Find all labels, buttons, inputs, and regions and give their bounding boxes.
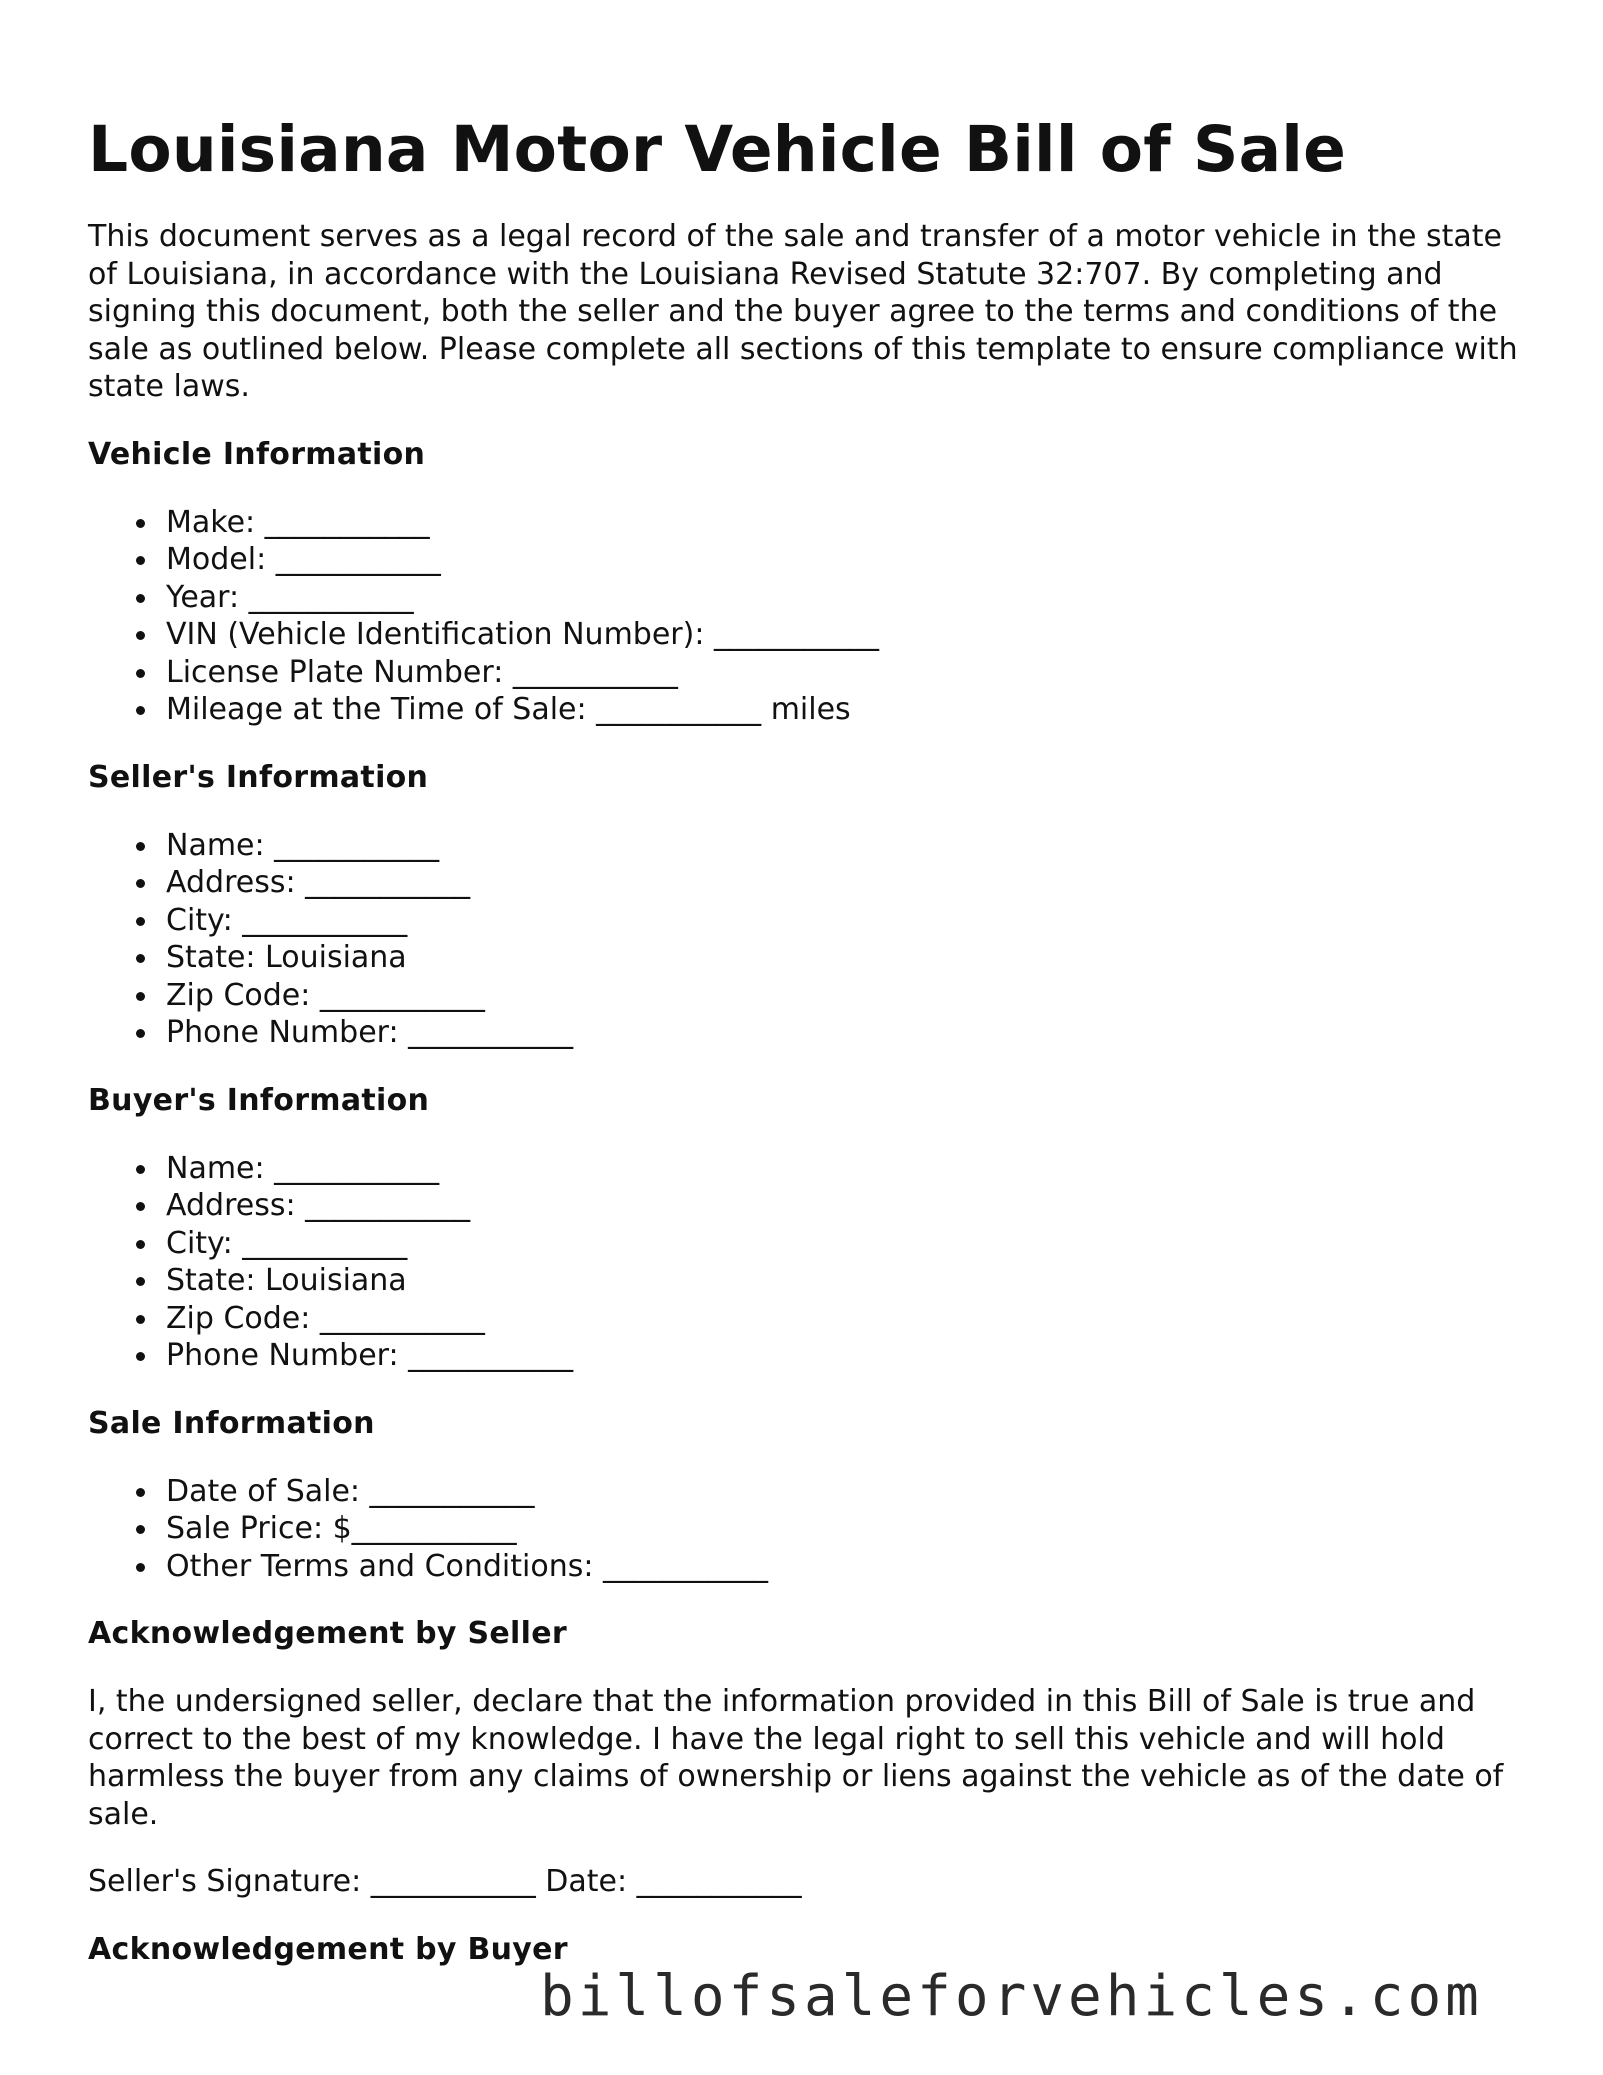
list-item: City: ___________ [166,902,1528,940]
list-item: Zip Code: ___________ [166,1300,1528,1338]
buyer-info-list [88,1150,1528,1375]
seller-signature-line: Seller's Signature: ___________ Date: ___________ [88,1864,802,1899]
list-item: Model: ___________ [166,541,1528,579]
list-item: Mileage at the Time of Sale: ___________ miles [166,691,1528,729]
list-item: Address: ___________ [166,1187,1528,1225]
seller-acknowledgement-text: I, the undersigned seller, declare that the information provided in this Bill of Sale is true and correct to the best of my knowledge. I have the legal right to sell this vehicle and will hold harmless the buyer from any claims of ownership or liens against the vehicle as of the date of sale. [88,1684,1504,1832]
list-item: Name: ___________ [166,1150,1528,1188]
list-item: City: ___________ [166,1225,1528,1263]
watermark: billofsaleforvehicles.com [540,1964,1483,2029]
document-title: Louisiana Motor Vehicle Bill of Sale [88,113,1347,186]
list-item: Address: ___________ [166,864,1528,902]
sale-info-list [88,1473,1528,1586]
list-item: Zip Code: ___________ [166,977,1528,1015]
list-item: Phone Number: ___________ [166,1014,1528,1052]
seller-acknowledgement-heading: Acknowledgement by Seller [88,1616,567,1651]
list-item: State: Louisiana [166,1262,1528,1300]
list-item: Make: ___________ [166,504,1528,542]
list-item: Date of Sale: ___________ [166,1473,1528,1511]
sale-info-heading: Sale Information [88,1405,375,1441]
buyer-info-heading: Buyer's Information [88,1082,430,1118]
document-page [88,110,1528,1999]
buyer-acknowledgement-heading: Acknowledgement by Buyer [88,1931,568,1967]
vehicle-info-heading: Vehicle Information [88,436,426,472]
list-item: License Plate Number: ___________ [166,654,1528,692]
list-item: Phone Number: ___________ [166,1337,1528,1375]
intro-paragraph: This document serves as a legal record of the sale and transfer of a motor vehicle in the state of Louisiana, in accordance with the Louisiana Revised Statute 32:707. By completing and signing this document, both the seller and the buyer agree to the terms and conditions of the sale as outlined below. Please complete all sections of this template to ensure compliance with state laws. [88,219,1518,404]
list-item: Sale Price: $___________ [166,1510,1528,1548]
list-item: VIN (Vehicle Identification Number): ___________ [166,616,1528,654]
list-item: Name: ___________ [166,827,1528,865]
seller-info-list [88,827,1528,1052]
list-item: State: Louisiana [166,939,1528,977]
seller-info-heading: Seller's Information [88,759,429,795]
vehicle-info-list [88,504,1528,729]
list-item: Other Terms and Conditions: ___________ [166,1548,1528,1586]
list-item: Year: ___________ [166,579,1528,617]
